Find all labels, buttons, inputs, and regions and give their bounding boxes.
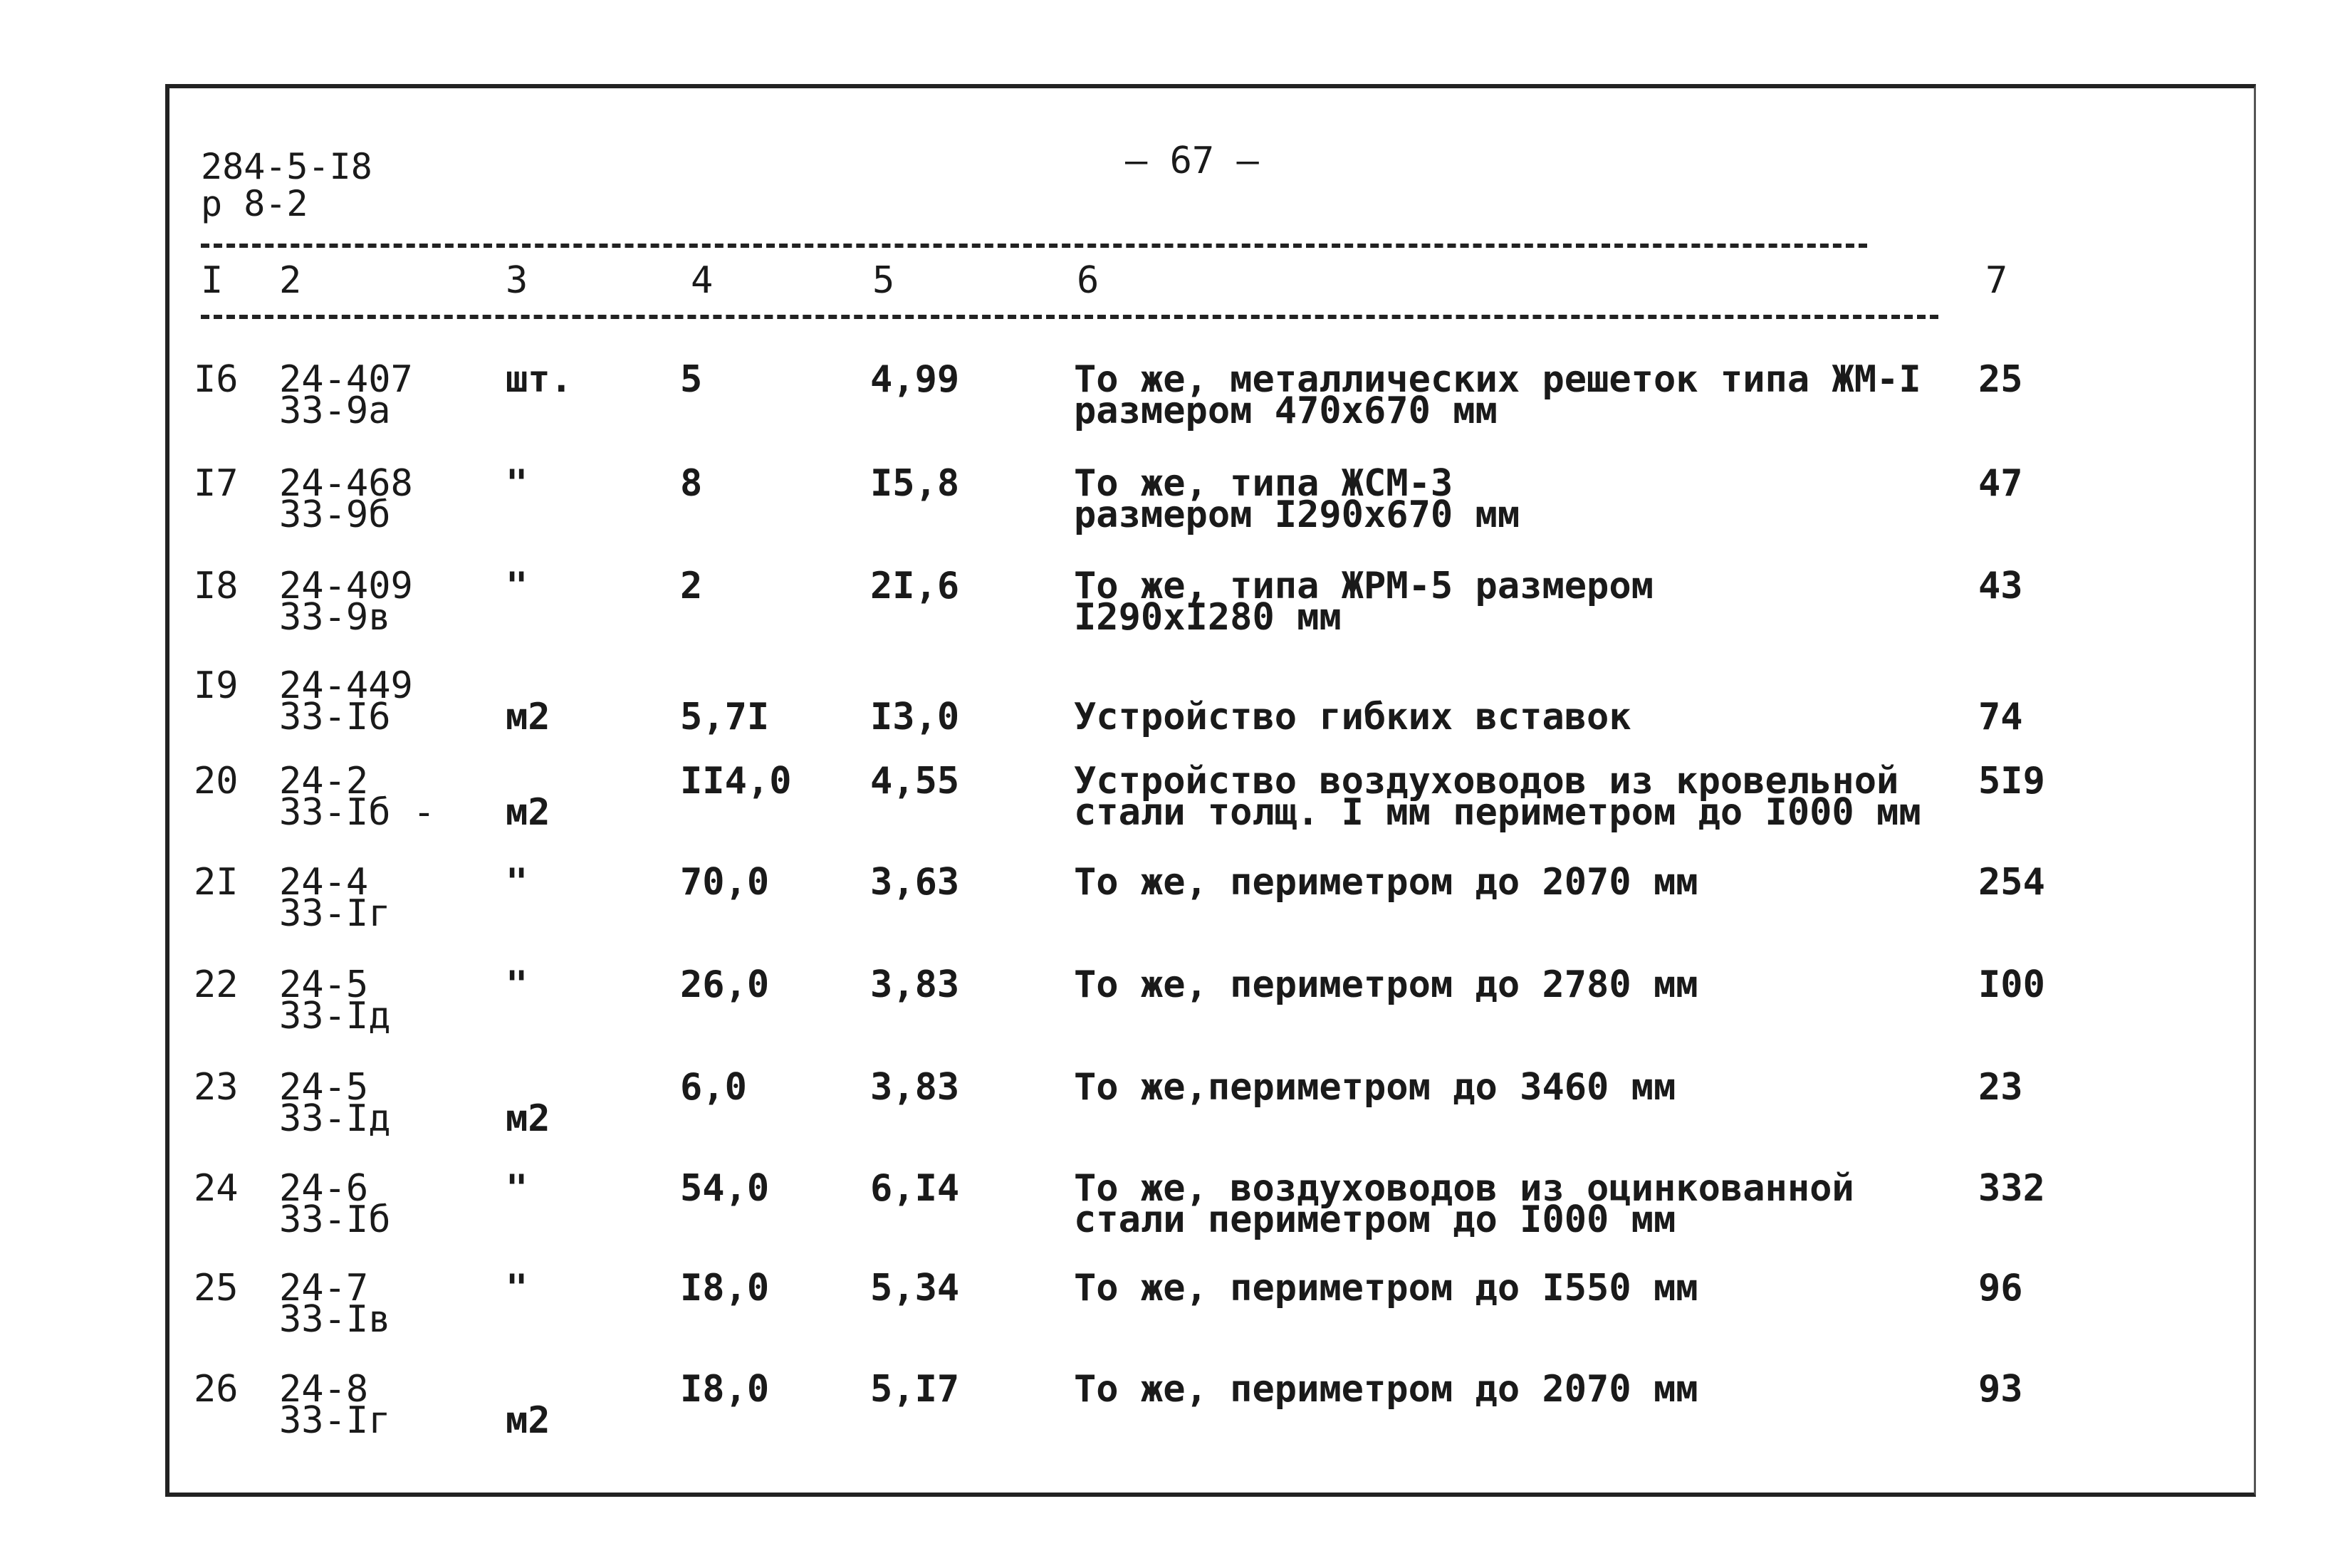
row-number: 22 xyxy=(194,963,239,1006)
description-line1: То же, периметром до 2780 мм xyxy=(1074,963,1698,1006)
unit: м2 xyxy=(506,696,550,738)
quantity: 70,0 xyxy=(680,861,770,904)
total: 43 xyxy=(1978,565,2023,607)
unit: м2 xyxy=(506,791,550,834)
description-line2: I290хI280 мм xyxy=(1074,596,1342,639)
rate-table-ref: 33-Iб xyxy=(279,1198,391,1241)
description-line1: То же, периметром до I550 мм xyxy=(1074,1267,1698,1310)
col-header-7: 7 xyxy=(1985,259,2008,302)
col-header-6: 6 xyxy=(1077,259,1100,302)
row-number: I6 xyxy=(194,358,239,401)
unit: " xyxy=(506,565,528,607)
quantity: 2 xyxy=(680,565,703,607)
description-line1: То же,периметром до 3460 мм xyxy=(1074,1066,1676,1109)
unit: м2 xyxy=(506,1399,550,1442)
row-number: 26 xyxy=(194,1368,239,1411)
description-line1: Устройство воздуховодов из кровельной xyxy=(1074,760,1899,803)
total: I00 xyxy=(1978,963,2045,1006)
rate-code: 24-5 xyxy=(279,963,369,1006)
unit: м2 xyxy=(506,1097,550,1140)
rate-code: 24-2 xyxy=(279,760,369,803)
row-number: 24 xyxy=(194,1167,239,1210)
description-line1: То же, периметром до 2070 мм xyxy=(1074,1368,1698,1411)
unit-price: 4,55 xyxy=(870,760,960,803)
rate-table-ref: 33-Iд xyxy=(279,995,391,1038)
rate-code: 24-409 xyxy=(279,565,413,607)
description-line2: Устройство гибких вставок xyxy=(1074,696,1631,738)
description-line2: размером 470х670 мм xyxy=(1074,390,1498,432)
total: 25 xyxy=(1978,358,2023,401)
unit-price: 5,34 xyxy=(870,1267,960,1310)
description-line1: То же, типа ЖСМ-3 xyxy=(1074,462,1453,505)
rate-code: 24-449 xyxy=(279,664,413,707)
rate-code: 24-4 xyxy=(279,861,369,904)
col-header-3: 3 xyxy=(506,259,528,302)
rate-code: 24-5 xyxy=(279,1066,369,1109)
rate-code: 24-468 xyxy=(279,462,413,505)
rate-code: 24-407 xyxy=(279,358,413,401)
rate-table-ref: 33-Iд xyxy=(279,1097,391,1140)
description-line2: размером I290х670 мм xyxy=(1074,493,1520,536)
quantity: 6,0 xyxy=(680,1066,747,1109)
unit-price: 3,83 xyxy=(870,1066,960,1109)
description-line2: стали периметром до I000 мм xyxy=(1074,1198,1676,1241)
unit: " xyxy=(506,861,528,904)
rate-table-ref: 33-9б xyxy=(279,493,391,536)
document-code xyxy=(201,148,372,222)
unit-price: 3,83 xyxy=(870,963,960,1006)
quantity: 26,0 xyxy=(680,963,770,1006)
unit: " xyxy=(506,1167,528,1210)
rate-code: 24-8 xyxy=(279,1368,369,1411)
rate-table-ref: 33-9а xyxy=(279,390,391,432)
unit-price: 4,99 xyxy=(870,358,960,401)
rate-table-ref: 33-Iв xyxy=(279,1298,391,1341)
rate-code: 24-7 xyxy=(279,1267,369,1310)
row-number: 23 xyxy=(194,1066,239,1109)
unit-price: I3,0 xyxy=(870,696,960,738)
row-number: 25 xyxy=(194,1267,239,1310)
total: 47 xyxy=(1978,462,2023,505)
quantity: 5,7I xyxy=(680,696,770,738)
quantity: 8 xyxy=(680,462,703,505)
description-line1: То же, металлических решеток типа ЖМ-I xyxy=(1074,358,1921,401)
row-number: I8 xyxy=(194,565,239,607)
unit-price: 2I,6 xyxy=(870,565,960,607)
total: 254 xyxy=(1978,861,2045,904)
row-number: 20 xyxy=(194,760,239,803)
row-number: I9 xyxy=(194,664,239,707)
description-line1: То же, типа ЖРМ-5 размером xyxy=(1074,565,1654,607)
doc-code-line1: 284-5-I8 xyxy=(201,146,372,187)
unit-price: I5,8 xyxy=(870,462,960,505)
col-header-2: 2 xyxy=(279,259,302,302)
total: 93 xyxy=(1978,1368,2023,1411)
unit-price: 3,63 xyxy=(870,861,960,904)
row-number: 2I xyxy=(194,861,239,904)
header-top-rule xyxy=(201,244,1867,248)
col-header-4: 4 xyxy=(691,259,714,302)
total: 23 xyxy=(1978,1066,2023,1109)
rate-table-ref: 33-Iб - xyxy=(279,791,436,834)
quantity: 5 xyxy=(680,358,703,401)
rate-table-ref: 33-9в xyxy=(279,596,391,639)
row-number: I7 xyxy=(194,462,239,505)
quantity: II4,0 xyxy=(680,760,792,803)
unit: шт. xyxy=(506,358,573,401)
unit: " xyxy=(506,462,528,505)
rate-table-ref: 33-Iг xyxy=(279,892,391,935)
rate-code: 24-6 xyxy=(279,1167,369,1210)
page-number: — 67 — xyxy=(1125,140,1259,182)
rate-table-ref: 33-I6 xyxy=(279,696,391,738)
description-line1: То же, воздуховодов из оцинкованной xyxy=(1074,1167,1854,1210)
doc-code-line2: р 8-2 xyxy=(201,183,308,224)
quantity: I8,0 xyxy=(680,1267,770,1310)
unit: " xyxy=(506,963,528,1006)
quantity: 54,0 xyxy=(680,1167,770,1210)
unit-price: 6,I4 xyxy=(870,1167,960,1210)
description-line1: То же, периметром до 2070 мм xyxy=(1074,861,1698,904)
total: 332 xyxy=(1978,1167,2045,1210)
total: 74 xyxy=(1978,696,2023,738)
col-header-5: 5 xyxy=(872,259,895,302)
rate-table-ref: 33-Iг xyxy=(279,1399,391,1442)
total: 5I9 xyxy=(1978,760,2045,803)
col-header-1: I xyxy=(201,259,224,302)
description-line2: стали толщ. I мм периметром до I000 мм xyxy=(1074,791,1921,834)
header-bottom-rule xyxy=(201,315,1938,319)
unit-price: 5,I7 xyxy=(870,1368,960,1411)
unit: " xyxy=(506,1267,528,1310)
total: 96 xyxy=(1978,1267,2023,1310)
quantity: I8,0 xyxy=(680,1368,770,1411)
